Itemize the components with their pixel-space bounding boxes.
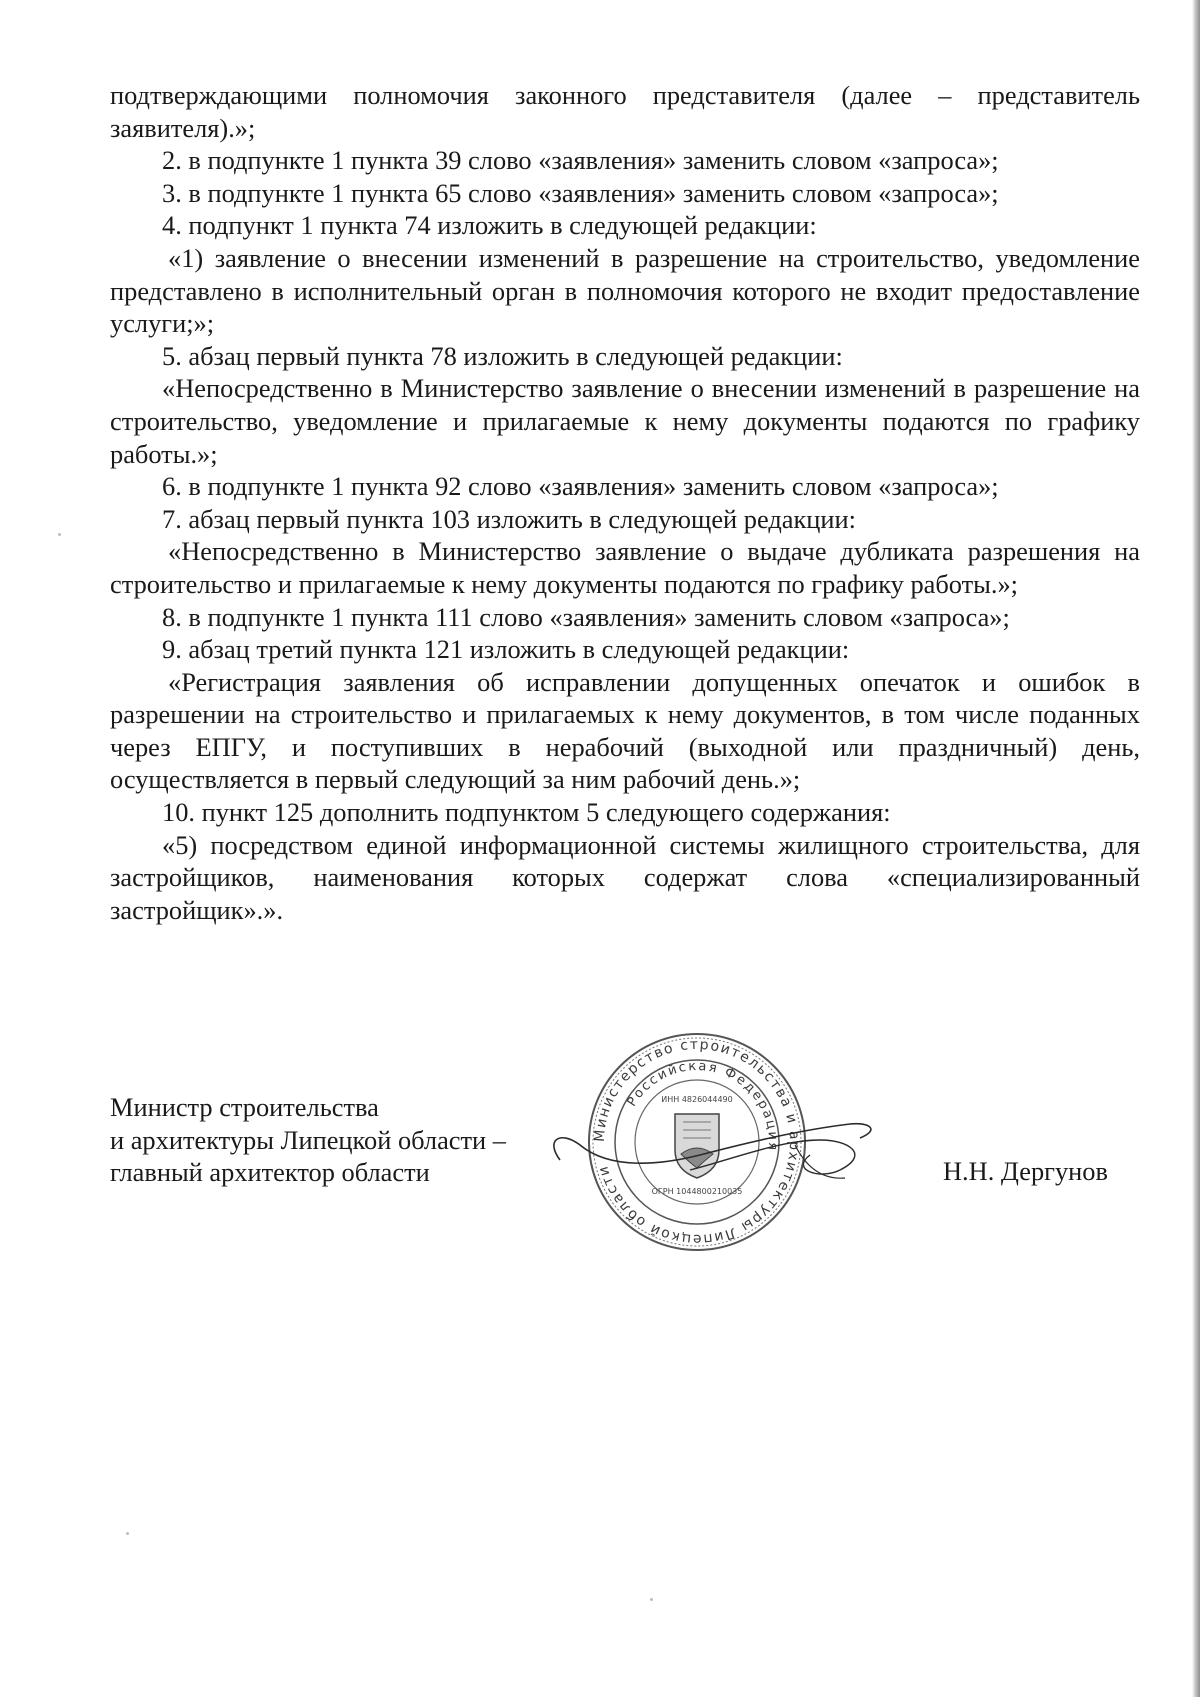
seal-inn: ИНН 4826044490 bbox=[661, 1095, 733, 1104]
paragraph-continuation: подтверждающими полномочия законного представителя (далее – представитель заявителя).»; bbox=[110, 80, 1140, 143]
paragraph-quote-item-4: «1) заявление о внесении изменений в разрешение на строительство, уведомление представлено в исполнительный орган в полномочия которого не входит предоставление услуги;»; bbox=[110, 242, 1140, 339]
paragraph-quote-item-10: «5) посредством единой информационной системы жилищного строительства, для застройщиков, наименования которых содержат слова «специализированный застройщик».». bbox=[110, 829, 1140, 925]
paragraph-item-2: 2. в подпункте 1 пункта 39 слово «заявления» заменить словом «запроса»; bbox=[162, 145, 999, 176]
paragraph-quote-item-7: «Непосредственно в Министерство заявление о выдаче дубликата разрешения на строительство и прилагаемые к нему документы подаются по графику работы.»; bbox=[110, 536, 1140, 599]
scan-edge-shadow bbox=[1192, 0, 1200, 1697]
scan-speck bbox=[126, 1532, 129, 1535]
signatory-title-line: и архитектуры Липецкой области – bbox=[110, 1124, 506, 1155]
signatory-title bbox=[110, 1091, 570, 1189]
signatory-title-line: главный архитектор области bbox=[110, 1157, 430, 1188]
paragraph-item-7: 7. абзац первый пункта 103 изложить в следующей редакции: bbox=[162, 503, 857, 534]
document-body bbox=[110, 79, 1140, 926]
paragraph-item-5: 5. абзац первый пункта 78 изложить в следующей редакции: bbox=[162, 340, 843, 371]
scan-speck bbox=[58, 533, 61, 536]
paragraph-item-4: 4. подпункт 1 пункта 74 изложить в следующей редакции: bbox=[162, 210, 817, 241]
seal-outer-text: Министерство строительства и архитектуры Липецкой области bbox=[591, 1036, 803, 1248]
seal-inner-text: Российская Федерация bbox=[624, 1058, 781, 1153]
signatory-name: Н.Н. Дергунов bbox=[943, 1156, 1108, 1186]
paragraph-quote-item-5: «Непосредственно в Министерство заявление о внесении изменений в разрешение на строительство, уведомление и прилагаемые к нему документы подаются по графику работы.»; bbox=[110, 373, 1140, 469]
scan-speck bbox=[650, 1598, 653, 1601]
seal-ogrn: ОГРН 1044800210035 bbox=[651, 1187, 743, 1196]
paragraph-item-9: 9. абзац третий пункта 121 изложить в следующей редакции: bbox=[162, 634, 850, 665]
paragraph-item-6: 6. в подпункте 1 пункта 92 слово «заявления» заменить словом «запроса»; bbox=[162, 471, 999, 502]
paragraph-item-3: 3. в подпункте 1 пункта 65 слово «заявления» заменить словом «запроса»; bbox=[162, 177, 999, 208]
paragraph-item-10: 10. пункт 125 дополнить подпунктом 5 следующего содержания: bbox=[162, 797, 891, 828]
handwritten-signature bbox=[540, 1110, 900, 1200]
paragraph-item-8: 8. в подпункте 1 пункта 111 слово «заявления» заменить словом «запроса»; bbox=[162, 601, 1010, 632]
paragraph-quote-item-9: «Регистрация заявления об исправлении допущенных опечаток и ошибок в разрешении на строительство и прилагаемых к нему документов, в том числе поданных через ЕПГУ, и поступивших в нерабочий (выходной или праздничный) день, осуществляется в первый следующий за ним рабочий день.»; bbox=[110, 666, 1140, 795]
signatory-title-line: Министр строительства bbox=[110, 1092, 379, 1122]
